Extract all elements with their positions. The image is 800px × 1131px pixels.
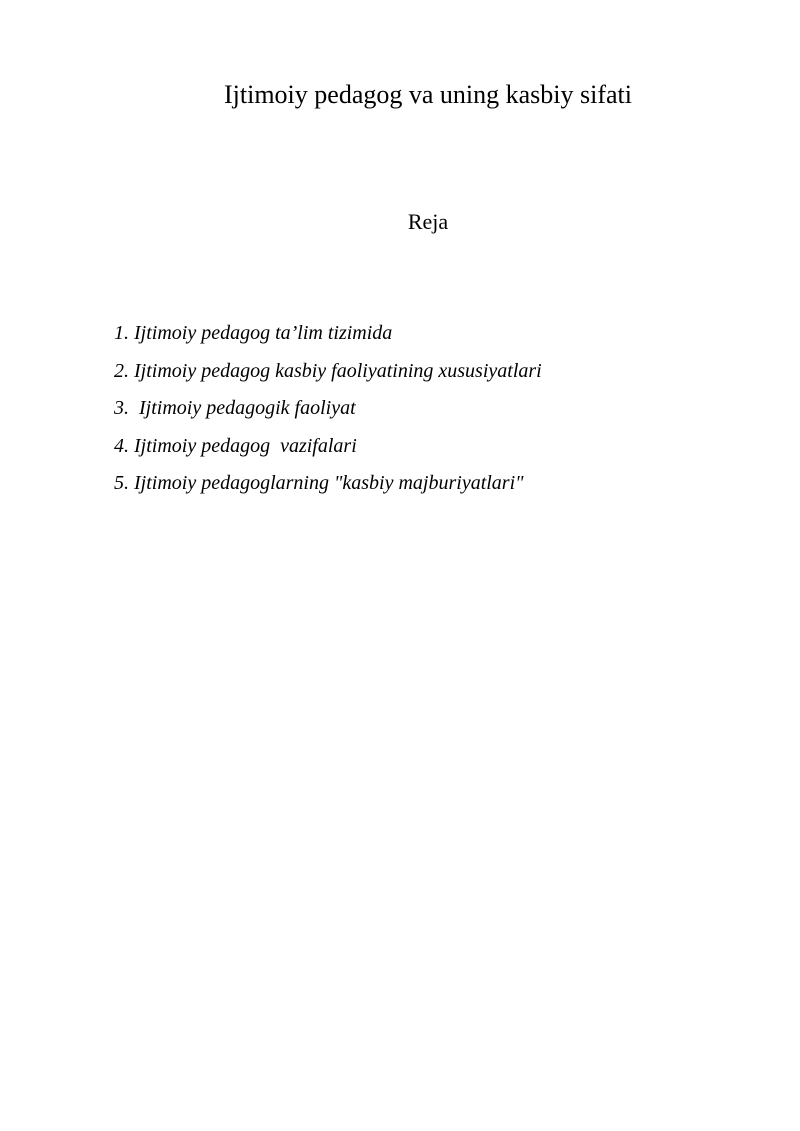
plan-item-1: 1. Ijtimoiy pedagog ta’lim tizimida — [114, 322, 393, 344]
plan-item-2: 2. Ijtimoiy pedagog kasbiy faoliyatining xususiyatlari — [114, 359, 542, 382]
plan-heading: Reja — [407, 209, 449, 234]
plan-list — [114, 320, 754, 508]
plan-item-3: 3. Ijtimoiy pedagogik faoliyat — [114, 397, 356, 419]
plan-item-4: 4. Ijtimoiy pedagog vazifalari — [114, 434, 357, 457]
plan-item-5: 5. Ijtimoiy pedagoglarning "kasbiy majburiyatlari" — [114, 472, 524, 494]
document-title: Ijtimoiy pedagog va uning kasbiy sifati — [224, 80, 632, 109]
